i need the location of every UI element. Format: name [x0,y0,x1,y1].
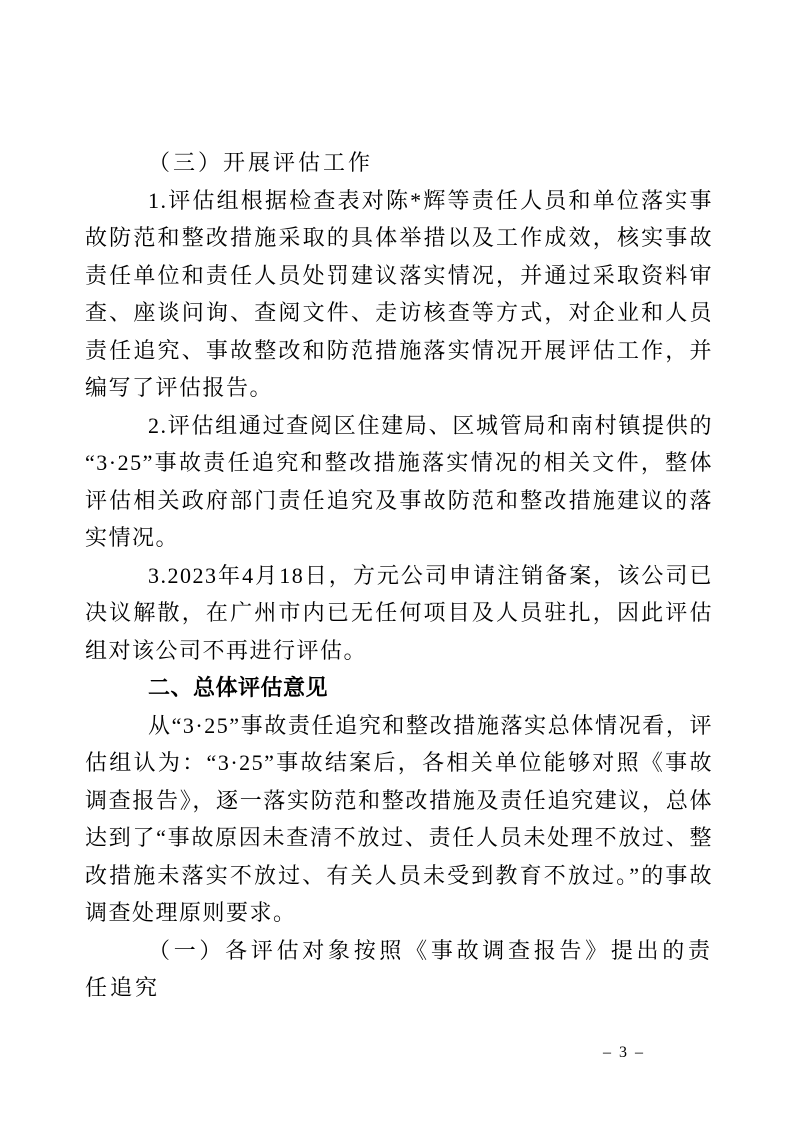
document-body [85,144,713,1007]
paragraph-3: 2.评估组通过查阅区住建局、区城管局和南村镇提供的“3·25”事故责任追究和整改措施落实情况的相关文件，整体评估相关政府部门责任追究及事故防范和整改措施建议的落实情况。 [85,412,713,550]
paragraph-4: 3.2023年4月18日，方元公司申请注销备案，该公司已决议解散，在广州市内已无任何项目及人员驻扎，因此评估组对该公司不再进行评估。 [85,562,713,663]
page-number: – 3 – [603,1044,645,1061]
paragraph-7: （一）各评估对象按照《事故调查报告》提出的责任追究 [85,937,713,1000]
paragraph-2: 1.评估组根据检查表对陈*辉等责任人员和单位落实事故防范和整改措施采取的具体举措以及工作成效，核实事故责任单位和责任人员处罚建议落实情况，并通过采取资料审查、座谈问询、查阅文件、走访核查等方式，对企业和人员责任追究、事故整改和防范措施落实情况开展评估工作，并编写了评估报告。 [85,187,713,400]
paragraph-1: （三）开展评估工作 [148,150,374,175]
paragraph-6: 从“3·25”事故责任追究和整改措施落实总体情况看，评估组认为：“3·25”事故结案后，各相关单位能够对照《事故调查报告》，逐一落实防范和整改措施及责任追究建议，总体达到了“事故原因未查清不放过、责任人员未处理不放过、整改措施未落实不放过、有关人员未受到教育不放过。”的事故调查处理原则要求。 [85,712,713,925]
paragraph-5: 二、总体评估意见 [148,675,329,700]
